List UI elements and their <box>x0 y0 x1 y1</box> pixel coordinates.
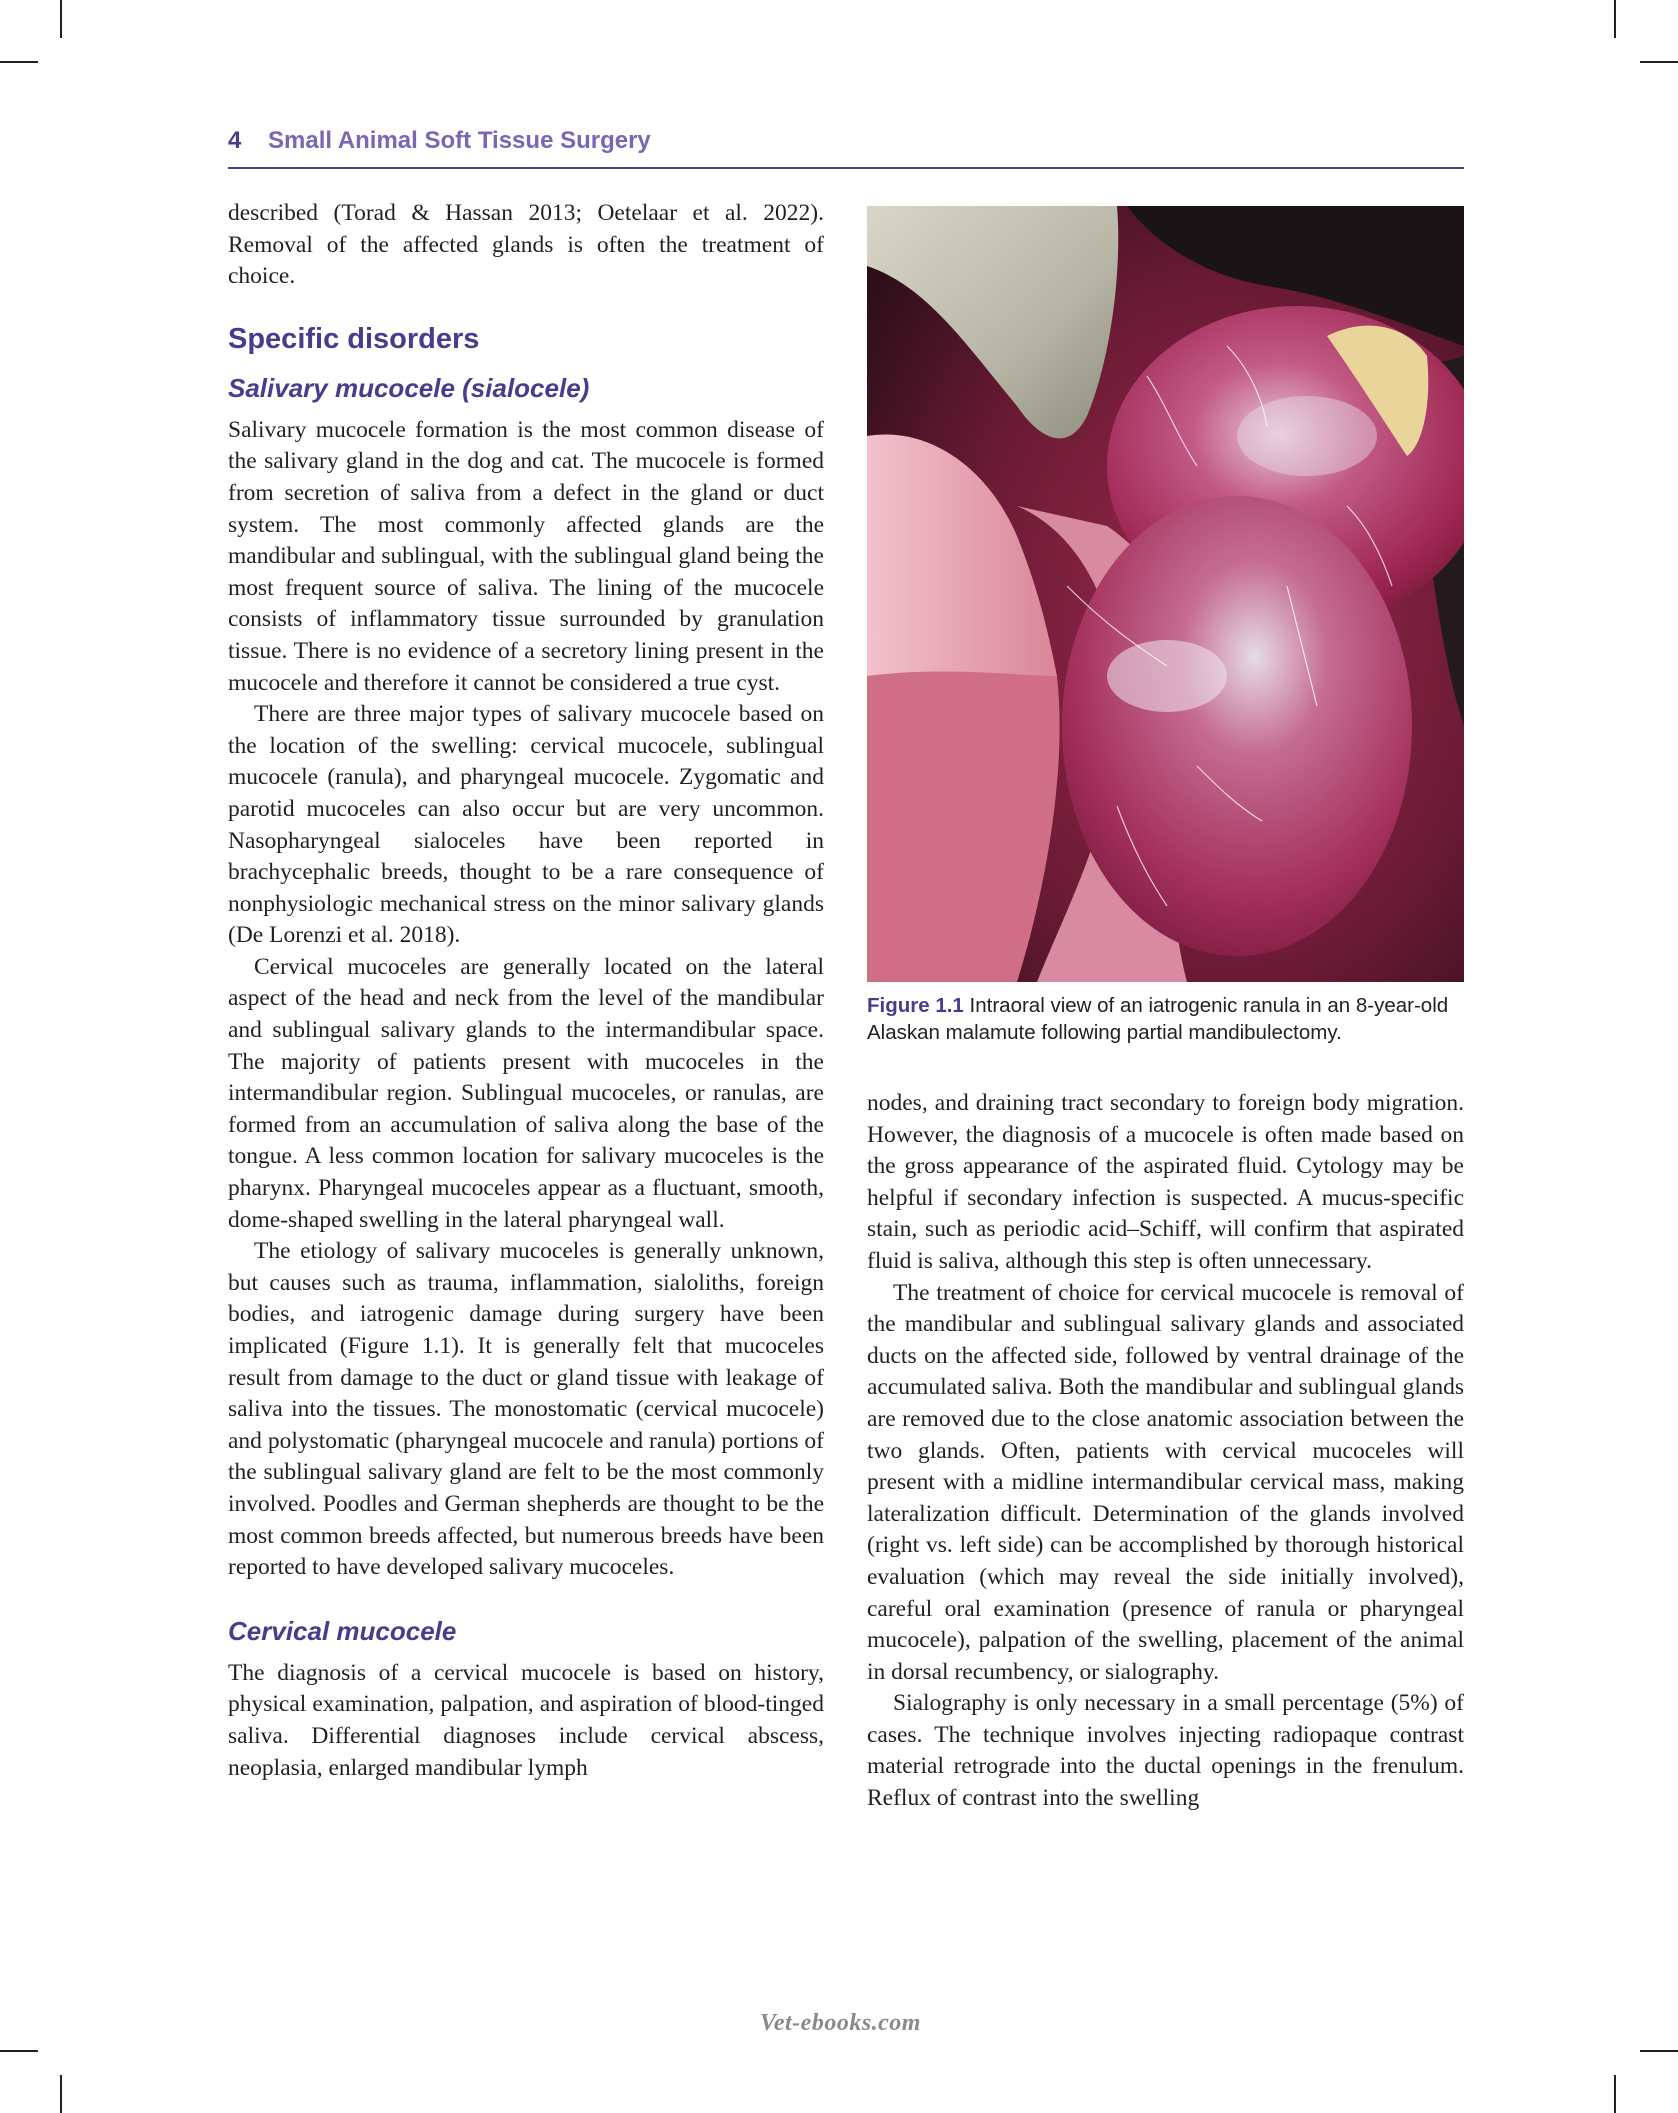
body-paragraph: The treatment of choice for cervical mucocele is removal of the mandibular and sublingual salivary glands and associated ducts on the affected side, followed by ventral drainage of the accumulated saliva. Both the mandibular and sublingual glands are removed due to the close anatomic association between the two glands. Often, patients with cervical mucoceles will present with a midline intermandibular cervical mass, making lateralization difficult. Determination of the glands involved (right vs. left side) can be accomplished by thorough historical evaluation (which may reveal the side initially involved), careful oral examination (presence of ranula or pharyngeal mucocele), palpation of the swelling, placement of the animal in dorsal recumbency, or sialography. <box>867 1279 1464 1685</box>
crop-mark <box>1640 2050 1678 2052</box>
body-paragraph: The etiology of salivary mucoceles is generally unknown, but causes such as trauma, inflammation, sialoliths, foreign bodies, and iatrogenic damage during surgery have been implicated (Figure 1.1). It is generally felt that mucoceles result from damage to the duct or gland tissue with leakage of saliva into the tissues. The monostomatic (cervical mucocele) and polystomatic (pharyngeal mucocele and ranula) portions of the sublingual salivary gland are felt to be the most commonly involved. Poodles and German shepherds are thought to be the most common breeds affected, but numerous breeds have been reported to have developed salivary mucoceles. <box>228 1238 824 1581</box>
crop-mark <box>1614 2075 1616 2113</box>
body-paragraph: nodes, and draining tract secondary to foreign body migration. However, the diagnosis of a mucocele is often made based on the gross appearance of the aspirated fluid. Cytology may be helpful if secondary infection is suspected. A mucus-specific stain, such as periodic acid–Schiff, will confirm that aspirated fluid is saliva, although this step is often unnecessary. <box>867 1090 1464 1274</box>
right-column <box>867 1088 1464 1815</box>
running-head-title: Small Animal Soft Tissue Surgery <box>268 127 651 154</box>
crop-mark <box>60 0 62 38</box>
body-paragraph: Cervical mucoceles are generally located on the lateral aspect of the head and neck from the level of the mandibular and sublingual salivary glands to the intermandibular space. The majority of patients present with mucoceles in the intermandibular region. Sublingual mucoceles, or ranulas, are formed from an accumulation of saliva along the base of the tongue. A less common location for salivary mucoceles is the pharynx. Pharyngeal mucoceles appear as a fluctuant, smooth, dome-shaped swelling in the lateral pharyngeal wall. <box>228 953 824 1233</box>
body-paragraph: Salivary mucocele formation is the most common disease of the salivary gland in the dog and cat. The mucocele is formed from secretion of saliva from a defect in the gland or duct system. The most commonly affected glands are the mandibular and sublingual, with the sublingual gland being the most frequent source of saliva. The lining of the mucocele consists of inflammatory tissue surrounded by granulation tissue. There is no evidence of a secretory lining present in the mucocele and therefore it cannot be considered a true cyst. <box>228 416 824 696</box>
body-paragraph: There are three major types of salivary mucocele based on the location of the swelling: cervical mucocele, sublingual mucocele (ranula), and pharyngeal mucocele. Zygomatic and parotid mucoceles can also occur but are very uncommon. Nasopharyngeal sialoceles have been reported in brachycephalic breeds, thought to be a rare consequence of nonphysiologic mechanical stress on the minor salivary glands (De Lorenzi et al. 2018). <box>228 701 824 949</box>
watermark-logo: Vet-ebooks.com <box>760 2010 921 2036</box>
left-column <box>228 198 824 1784</box>
crop-mark <box>0 2050 38 2052</box>
crop-mark <box>1614 0 1616 38</box>
page-number: 4 <box>228 127 242 154</box>
figure-caption-text: Intraoral view of an iatrogenic ranula in an 8-year-old Alaskan malamute following partial mandibulectomy. <box>867 994 1449 1044</box>
body-paragraph: Sialography is only necessary in a small percentage (5%) of cases. The technique involves injecting radiopaque contrast material retrograde into the ductal openings in the frenulum. Reflux of contrast into the swelling <box>867 1690 1464 1812</box>
intro-paragraph: described (Torad & Hassan 2013; Oetelaar et al. 2022). Removal of the affected glands is often the treatment of choice. <box>228 200 824 290</box>
figure-caption <box>867 992 1467 1046</box>
subsection-heading-salivary-mucocele: Salivary mucocele (sialocele) <box>228 372 590 403</box>
crop-mark <box>1640 61 1678 63</box>
subsection-heading-cervical-mucocele: Cervical mucocele <box>228 1615 457 1646</box>
crop-mark <box>60 2075 62 2113</box>
figure-label: Figure 1.1 <box>867 994 964 1017</box>
figure-photo-intraoral-ranula <box>867 206 1464 982</box>
section-heading: Specific disorders <box>228 322 480 355</box>
header-divider <box>228 167 1464 169</box>
body-paragraph: The diagnosis of a cervical mucocele is based on history, physical examination, palpation, and aspiration of blood-tinged saliva. Differential diagnoses include cervical abscess, neoplasia, enlarged mandibular lymph <box>228 1659 824 1781</box>
crop-mark <box>0 61 38 63</box>
